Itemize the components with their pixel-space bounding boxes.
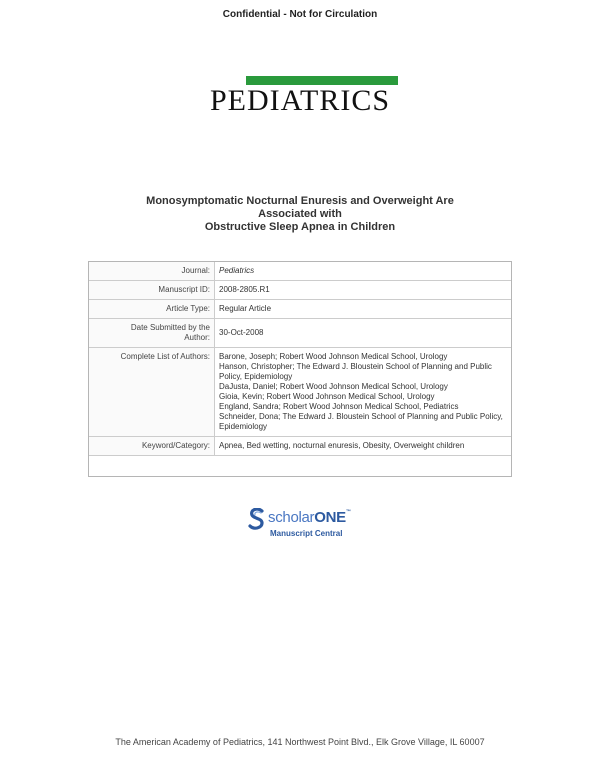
authors-list	[215, 348, 511, 436]
article-type-value: Regular Article	[219, 304, 272, 313]
author-entry: Gioia, Kevin; Robert Wood Johnson Medical School, Urology	[219, 392, 435, 401]
footer-address: The American Academy of Pediatrics, 141 Northwest Point Blvd., Elk Grove Village, IL 60007	[115, 737, 485, 747]
title-line: Obstructive Sleep Apnea in Children	[204, 221, 396, 233]
author-entry: Schneider, Dona; The Edward J. Bloustein School of Planning and Public Policy, Epidemiology	[219, 412, 503, 431]
date-submitted-row	[89, 319, 511, 348]
date-submitted-label	[89, 319, 215, 347]
empty-row	[89, 456, 511, 476]
scholarone-word-a: scholar	[268, 509, 315, 526]
scholarone-subtitle: Manuscript Central	[270, 529, 343, 538]
journal-logo: PEDIATRICS	[209, 84, 391, 117]
title-line: Monosymptomatic Nocturnal Enuresis and Overweight Are	[146, 195, 454, 207]
author-entry: DaJusta, Daniel; Robert Wood Johnson Medical School, Urology	[219, 382, 448, 391]
date-value: 30-Oct-2008	[219, 328, 264, 337]
article-type-row	[89, 300, 511, 319]
manuscript-title	[90, 195, 510, 234]
author-entry: Barone, Joseph; Robert Wood Johnson Medical School, Urology	[219, 352, 448, 361]
author-entry: England, Sandra; Robert Wood Johnson Medical School, Pediatrics	[219, 402, 459, 411]
scholarone-tm: ™	[345, 509, 351, 515]
date-submitted-value	[215, 319, 511, 347]
article-type-label: Article Type:	[89, 300, 215, 318]
scholarone-logo	[248, 507, 358, 543]
confidential-notice: Confidential - Not for Circulation	[222, 9, 378, 20]
date-label-line: Date Submitted by the	[130, 323, 210, 332]
author-entry: Hanson, Christopher; The Edward J. Bloustein School of Planning and Public Policy, Epidemiology	[219, 362, 492, 381]
keyword-label: Keyword/Category:	[89, 437, 215, 455]
scholarone-s-icon	[248, 508, 266, 530]
authors-row	[89, 348, 511, 437]
scholarone-word-b: ONE	[314, 509, 346, 526]
scholarone-wordmark	[268, 509, 351, 526]
journal-label: Journal:	[89, 262, 215, 280]
title-line: Associated with	[258, 208, 342, 220]
authors-label: Complete List of Authors:	[89, 348, 215, 436]
date-label-line: Author:	[184, 333, 210, 342]
manuscript-id-label: Manuscript ID:	[89, 281, 215, 299]
journal-row	[89, 262, 511, 281]
journal-value: Pediatrics	[219, 266, 255, 275]
manuscript-id-row	[89, 281, 511, 300]
manuscript-id-value: 2008-2805.R1	[219, 285, 270, 294]
keyword-row	[89, 437, 511, 456]
metadata-table	[88, 261, 512, 477]
keyword-value: Apnea, Bed wetting, nocturnal enuresis, Obesity, Overweight children	[219, 441, 465, 450]
